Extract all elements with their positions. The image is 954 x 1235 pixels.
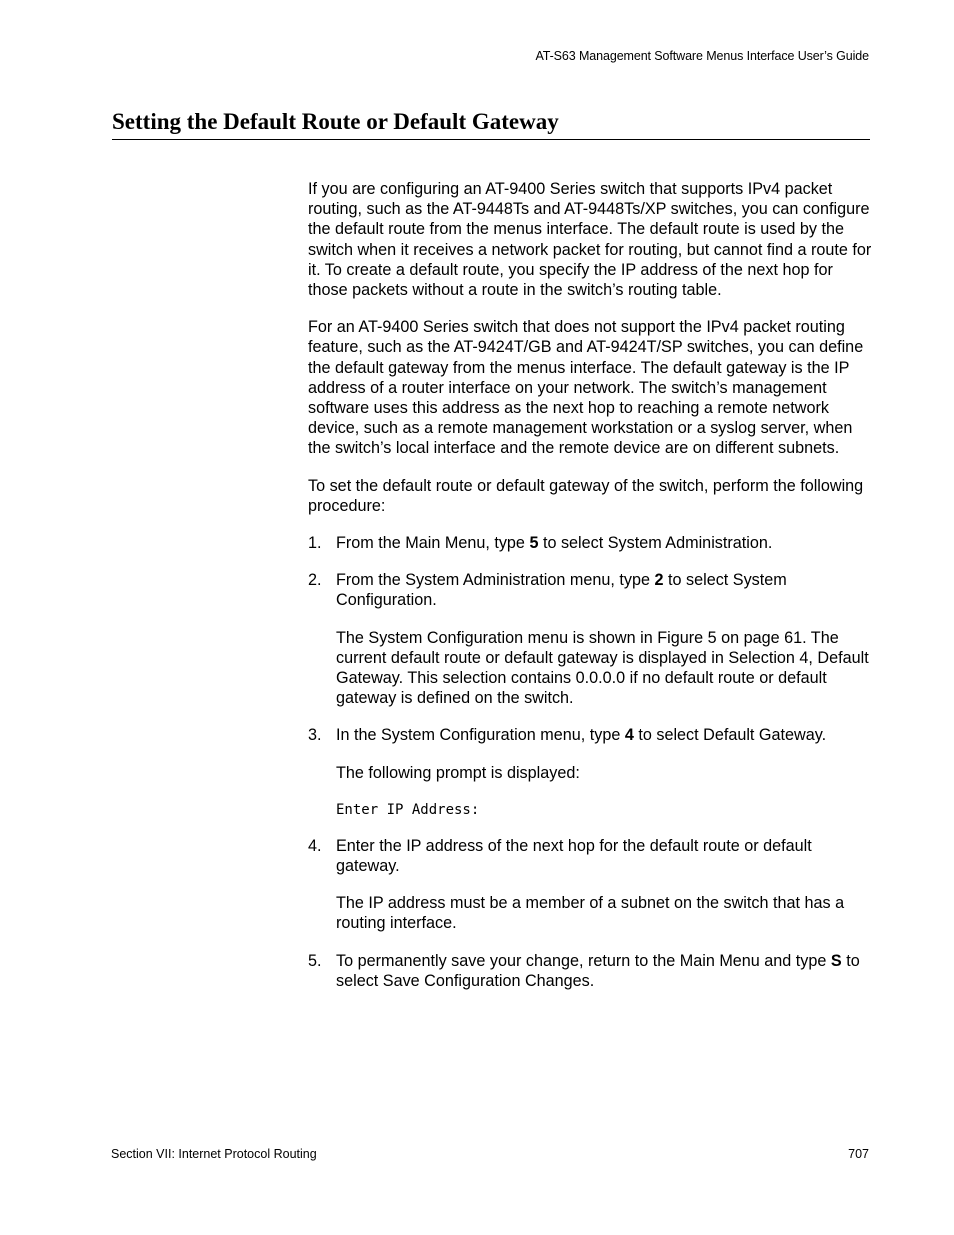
prompt-code: Enter IP Address: <box>336 801 480 818</box>
step-text: to select System Administration. <box>538 534 773 553</box>
step-4 <box>308 836 873 876</box>
step-text: In the System Configuration menu, type <box>336 726 625 745</box>
step-5 <box>308 951 873 991</box>
intro-paragraph-gateway: For an AT-9400 Series switch that does not support the IPv4 packet routing feature, such as the AT-9424T/GB and AT-9424T/SP switches, you can define the default gateway from the menus interface. The default gateway is the IP address of a router interface on your network. The switch’s management software uses this address as the next hop to reaching a remote network device, such as a remote management workstation or a syslog server, when the switch’s local interface and the remote device are on different subnets. <box>308 318 864 458</box>
step-3 <box>308 725 873 745</box>
step-text: to select Default Gateway. <box>633 726 827 745</box>
step-text: To permanently save your change, return to the Main Menu and type <box>336 951 831 970</box>
step-1 <box>308 533 873 553</box>
step-key: S <box>830 951 842 970</box>
step-number: 5. <box>308 951 322 970</box>
step-text: to select System Configuration. <box>336 571 787 610</box>
intro-paragraph-routing: If you are configuring an AT-9400 Series switch that supports IPv4 packet routing, such as the AT-9448Ts and AT-9448Ts/XP switches, you can configure the default route from the menus interface. The default route is used by the switch when it receives a network packet for routing, but cannot find a route for it. To create a default route, you specify the IP address of the next hop for those packets without a route in the switch’s routing table. <box>308 180 872 300</box>
step-text: From the System Administration menu, type <box>336 571 655 590</box>
running-header: AT-S63 Management Software Menus Interface User’s Guide <box>535 49 869 63</box>
step-number: 3. <box>308 726 322 745</box>
procedure-intro: To set the default route or default gateway of the switch, perform the following procedure: <box>308 476 864 515</box>
step-text: Enter the IP address of the next hop for the default route or default gateway. <box>336 836 812 876</box>
step-key: 2 <box>654 571 664 590</box>
step-key: 5 <box>529 534 539 553</box>
step-2 <box>308 570 873 610</box>
footer-section-label: Section VII: Internet Protocol Routing <box>111 1147 317 1161</box>
step-text: to select Save Configuration Changes. <box>336 951 860 990</box>
step-number: 2. <box>308 571 322 590</box>
step-text: From the Main Menu, type <box>336 534 530 553</box>
step-number: 1. <box>308 534 322 553</box>
section-title: Setting the Default Route or Default Gateway <box>112 108 870 140</box>
step-2-note: The System Configuration menu is shown in Figure 5 on page 61. The current default route or default gateway is displayed in Selection 4, Default Gateway. This selection contains 0.0.0.0 if no default route or default gateway is defined on the switch. <box>336 628 869 708</box>
step-number: 4. <box>308 836 322 855</box>
body-content <box>308 179 873 1008</box>
step-4-note: The IP address must be a member of a subnet on the switch that has a routing interface. <box>336 894 845 933</box>
step-3-note: The following prompt is displayed: <box>336 763 580 782</box>
step-key: 4 <box>624 726 634 745</box>
footer-page-number: 707 <box>848 1147 869 1161</box>
